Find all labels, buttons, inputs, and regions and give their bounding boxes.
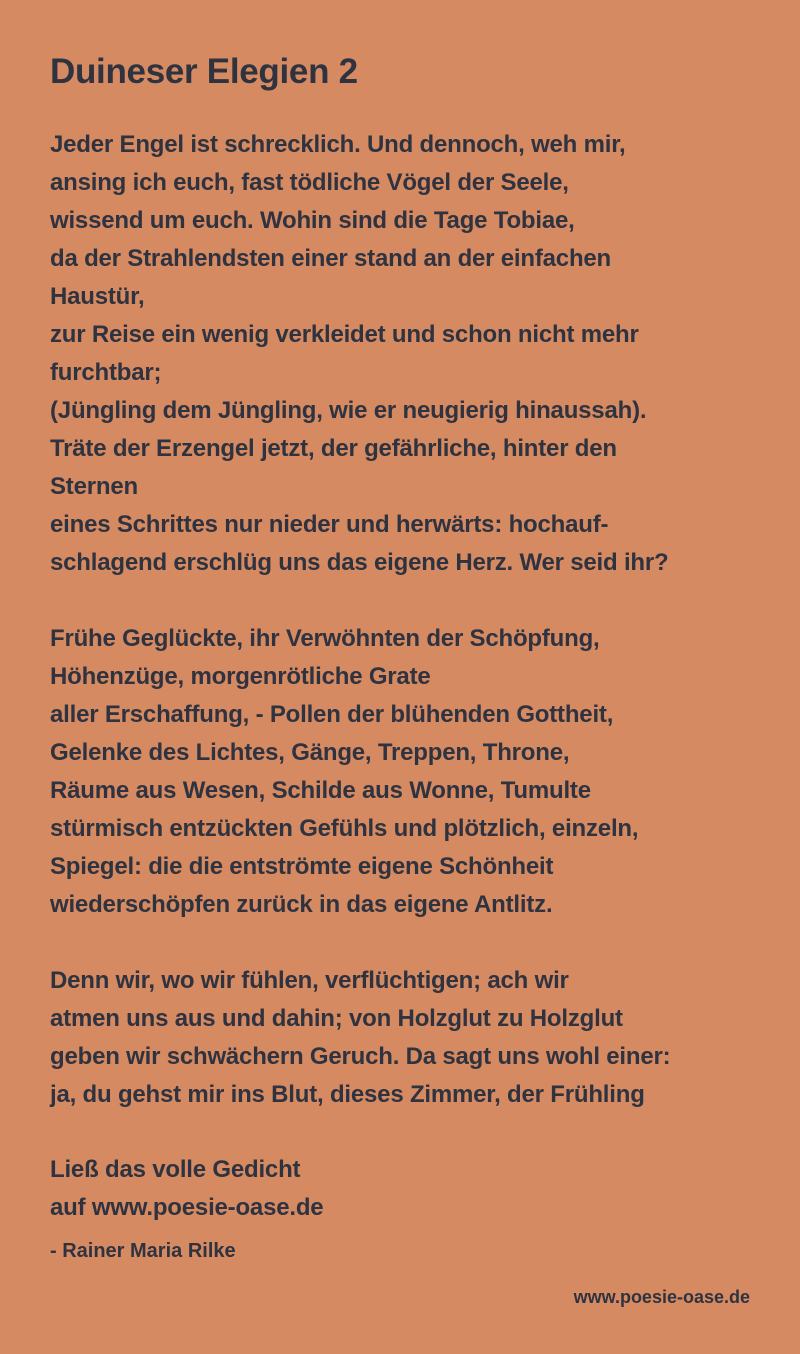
poem-title: Duineser Elegien 2 [50, 52, 358, 91]
poem-line: da der Strahlendsten einer stand an der einfachen [50, 245, 612, 272]
stanza-break [50, 924, 670, 962]
read-more-line: Ließ das volle Gedicht [50, 1156, 301, 1183]
poem-line: aller Erschaffung, - Pollen der blühenden Gottheit, [50, 701, 614, 728]
poem-line: Denn wir, wo wir fühlen, verflüchtigen; ach wir [50, 967, 569, 994]
poem-line: Spiegel: die die entströmte eigene Schönheit [50, 853, 554, 880]
poem-line: (Jüngling dem Jüngling, wie er neugierig hinaussah). [50, 397, 647, 424]
poem-line: geben wir schwächern Geruch. Da sagt uns wohl einer: [50, 1043, 671, 1070]
poem-line: Jeder Engel ist schrecklich. Und dennoch, weh mir, [50, 131, 626, 158]
poem-line: zur Reise ein wenig verkleidet und schon nicht mehr [50, 321, 639, 348]
author: - Rainer Maria Rilke [50, 1240, 236, 1262]
poem-line: eines Schrittes nur nieder und herwärts: hochauf- [50, 511, 609, 538]
poem-line: Gelenke des Lichtes, Gänge, Treppen, Throne, [50, 739, 570, 766]
poem-line: Frühe Geglückte, ihr Verwöhnten der Schöpfung, [50, 625, 600, 652]
watermark: www.poesie-oase.de [573, 1287, 750, 1307]
poem-line: Haustür, [50, 283, 145, 310]
poem-line: ansing ich euch, fast tödliche Vögel der Seele, [50, 169, 569, 196]
stanza-break [50, 582, 670, 620]
poem-line: Höhenzüge, morgenrötliche Grate [50, 663, 431, 690]
poem-line: atmen uns aus und dahin; von Holzglut zu Holzglut [50, 1005, 623, 1032]
poem-body [50, 126, 670, 1114]
read-more-note [50, 1151, 323, 1227]
poem-line: ja, du gehst mir ins Blut, dieses Zimmer, der Frühling [50, 1081, 645, 1108]
poem-line: furchtbar; [50, 359, 162, 386]
poem-line: wissend um euch. Wohin sind die Tage Tobiae, [50, 207, 575, 234]
poem-line: schlagend erschlüg uns das eigene Herz. Wer seid ihr? [50, 549, 669, 576]
poem-line: Sternen [50, 473, 138, 500]
read-more-link-line: auf www.poesie-oase.de [50, 1194, 324, 1221]
poem-line: Räume aus Wesen, Schilde aus Wonne, Tumulte [50, 777, 591, 804]
poem-line: stürmisch entzückten Gefühls und plötzlich, einzeln, [50, 815, 639, 842]
poem-line: Träte der Erzengel jetzt, der gefährliche, hinter den [50, 435, 617, 462]
poem-line: wiederschöpfen zurück in das eigene Antlitz. [50, 891, 553, 918]
